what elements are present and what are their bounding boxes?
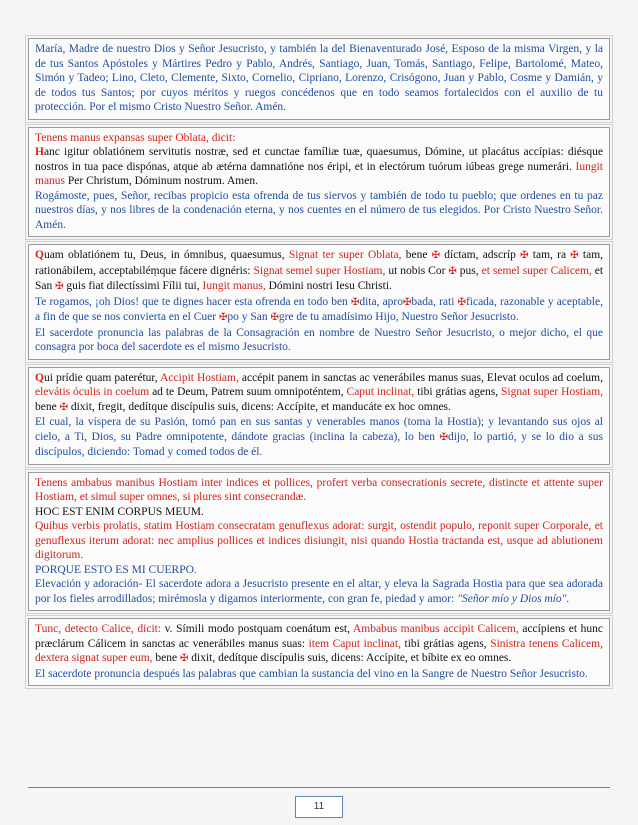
spanish-note: [35, 577, 603, 606]
rubric-inline: Tunc, detecto Calice, dicit:: [35, 623, 162, 635]
rubric: Quibus verbis prolatis, statim Hostiam consecratam genuflexus adorat: surgit, ostendit populo, reponit super Corporale, et genuflexus iterum adorat: nec amplius pollices et indices disiungit, nisi quando Hostia tractanda est, usque ad ablutionem digitorum.: [35, 520, 603, 561]
spanish-text: María, Madre de nuestro Dios y Señor Jesucristo, y también la del Bienaventurado José, Esposo de la misma Virgen, y la de tus Santos Apóstoles y Mártires Pedro y Pablo, Andrés, Santiago, Juan, Tomás, Santiago, Felipe, Bartolomé, Mateo, Simón y Tadeo; Lino, Cleto, Clemente, Sixto, Cornelio, Cipriano, Lorenzo, Crisógono, Juan y Pablo, Cosme y Damián, y de todos tus Santos; por cuyos méritos y ruegos concédenos que en todo seamos fortalecidos con el auxilio de tu protección. Por el mismo Cristo Nuestro Señor. Amén.: [35, 43, 603, 113]
page-content: [28, 38, 610, 693]
spanish-segment: Te rogamos, ¡oh Dios! que te dignes hacer esta ofrenda en todo ben: [35, 295, 348, 308]
footer-divider: [28, 787, 610, 788]
rubric: Tenens manus expansas super Oblata, dicit:: [35, 131, 236, 144]
spanish-text: [35, 415, 603, 460]
latin-segment: ui prídie quam paterétur,: [43, 371, 158, 384]
cross-icon: ✠: [218, 312, 228, 323]
latin-segment: Dómini nostri Iesu Christi.: [268, 280, 392, 292]
rubric-inline: Iungit manus,: [202, 280, 266, 292]
cross-icon: ✠: [457, 296, 466, 308]
spanish-note: El sacerdote pronuncia después las palabras que cambian la sustancia del vino en la Sangre de Nuestro Señor Jesucristo.: [35, 667, 588, 680]
spanish-segment: ficada, razonable y aceptable, a fin de que se nos convierta en el Cuer: [35, 295, 603, 323]
rubric: Tenens ambabus manibus Hostiam inter indices et pollices, profert verba consecrationis secrete, distincte et attente super Hostiam, et simul super omnes, si plures sint consecrandæ.: [35, 476, 603, 503]
cross-icon: ✠: [59, 401, 68, 413]
drop-initial: Q: [35, 371, 44, 384]
page-number: 11: [295, 796, 343, 818]
cross-icon: ✠: [570, 250, 579, 261]
rubric-inline: Accipit Hostiam,: [160, 371, 239, 384]
latin-text: [35, 248, 603, 295]
prayer-block-communicantes-end: [28, 38, 610, 120]
drop-initial: Q: [35, 249, 44, 261]
latin-segment: tam, rationábilem, acceptabiléṃque fácere dignéris:: [35, 249, 604, 277]
latin-text: [35, 371, 603, 416]
rubric-inline: Signat semel super Hostiam,: [253, 264, 386, 277]
latin-segment: anc igitur oblatiónem servitutis nostræ, sed et cunctae famíliæ tuæ, quaesumus, Dómine, ut placátus accípias: diésque nostros in tua pace dispónas, atque ab ætérna damnatióne nos éripi, et in electórum tuórum iúbeas grege numerári.: [35, 146, 603, 173]
spanish-segment: dijo, lo partió, y se lo dio a sus discípulos, diciendo: Tomad y comed todos de él.: [35, 430, 603, 458]
spanish-quote: "Señor mío y Dios mío".: [457, 592, 570, 605]
consecration-words-spanish: PORQUE ESTO ES MI CUERPO.: [35, 563, 197, 576]
consecration-words-latin: HOC EST ENIM CORPUS MEUM.: [35, 505, 204, 518]
latin-segment: guis fiat dilectíssimi Fílii tui,: [66, 280, 200, 292]
prayer-block-hanc-igitur: [28, 127, 610, 238]
latin-segment: tibi grátias agens,: [417, 386, 499, 398]
latin-segment: v. Símili modo postquam coenátum est,: [164, 623, 350, 635]
rubric-inline: Signat ter super Oblata,: [288, 249, 402, 261]
cross-icon: ✠: [55, 281, 64, 292]
latin-segment: bene: [155, 652, 178, 664]
prayer-block-simili-modo: [28, 618, 610, 686]
cross-icon: ✠: [350, 296, 360, 308]
latin-segment: uam oblatiónem tu, Deus, in ómnibus, quaesumus,: [43, 249, 285, 261]
prayer-block-qui-pridie: [28, 367, 610, 465]
rubric-inline: Ambabus manibus accipit Calicem,: [352, 623, 519, 635]
latin-segment: pus,: [459, 264, 479, 277]
spanish-note: El sacerdote pronuncia las palabras de la Consagración en nombre de Nuestro Señor Jesucristo, o mejor dicho, el que consagra por boca del sacerdote es el mismo Jesucristo.: [35, 326, 603, 353]
spanish-segment: gre de tu amadísimo Hijo, Nuestro Señor Jesucristo.: [278, 311, 519, 323]
cross-icon: ✠: [270, 312, 279, 323]
prayer-block-consecration-host: [28, 472, 610, 612]
latin-segment: dixit, fregit, dedítque discípulis suis, dicens: Accípite, et manducáte ex hoc omnes.: [70, 400, 451, 413]
spanish-segment: Elevación y adoración- El sacerdote adora a Jesucristo presente en el altar, y eleva la Sagrada Hostia para que sea adorada por los fieles arrodillados; mirémosla y digamos interiormente, con gran fe, piedad y amor:: [35, 578, 603, 605]
latin-segment: bene: [35, 400, 57, 413]
rubric-inline: elevátis óculis in coelum: [35, 386, 150, 398]
rubric-inline: Caput inclinat,: [346, 386, 415, 398]
cross-icon: ✠: [431, 250, 441, 261]
latin-segment: tibi grátias agens,: [404, 637, 487, 650]
rubric-inline: et semel super Calicem,: [481, 264, 592, 277]
rubric-inline: Signat super Hostiam,: [501, 386, 604, 398]
latin-text: [35, 622, 603, 667]
cross-icon: ✠: [403, 296, 412, 308]
cross-icon: ✠: [520, 250, 529, 261]
spanish-segment: po y San: [227, 311, 268, 323]
latin-segment: et San: [35, 264, 604, 292]
prayer-block-quam-oblationem: [28, 244, 610, 360]
latin-segment: dixit, dedítque discípulis suis, dicens: Accípite, et bíbite ex eo omnes.: [191, 652, 512, 664]
spanish-segment: bada, rati: [411, 295, 455, 308]
rubric-inline: Iungit manus: [35, 160, 603, 187]
latin-segment: accépit panem in sanctas ac venerábiles manus suas, Elevat oculos ad coelum,: [241, 371, 603, 384]
cross-icon: ✠: [179, 653, 189, 664]
latin-segment: ad te Deum, Patrem suum omnipoténtem,: [152, 386, 344, 398]
cross-icon: ✠: [439, 431, 448, 443]
spanish-text: [35, 295, 603, 326]
rubric-inline: item Caput inclinat,: [308, 637, 401, 650]
latin-segment: tam, ra: [532, 249, 567, 261]
latin-segment: Per Christum, Dóminum nostrum. Amen.: [67, 175, 258, 187]
latin-segment: bene: [405, 249, 428, 261]
spanish-segment: dita, apro: [359, 295, 403, 308]
spanish-segment: El cual, la víspera de su Pasión, tomó pan en sus santas y venerables manos (toma la Hostia); y levantando sus ojos al cielo, a Ti, Dios, su Padre omnipotente, dándote gracias (inclina la cabeza), lo ben: [35, 416, 603, 443]
cross-icon: ✠: [448, 265, 457, 277]
drop-initial: H: [35, 146, 44, 158]
spanish-text: Rogámoste, pues, Señor, recibas propicio esta ofrenda de tus siervos y también de todo tu pueblo; que ordenes en tu paz nuestros días, y nos libres de la condenación eterna, y nos cuentes en el número de tus elegidos. Por Cristo Nuestro Señor. Amén.: [35, 189, 603, 231]
latin-segment: ut nobis Cor: [388, 264, 446, 277]
latin-segment: accípiens et hunc præclárum Cálicem in sanctas ac venerábiles manus suas:: [35, 623, 604, 650]
latin-text: [35, 145, 603, 189]
rubric-inline: Sinistra tenens Calicem, dextera signat super eum,: [35, 637, 603, 664]
latin-segment: díctam, adscríp: [444, 249, 516, 261]
